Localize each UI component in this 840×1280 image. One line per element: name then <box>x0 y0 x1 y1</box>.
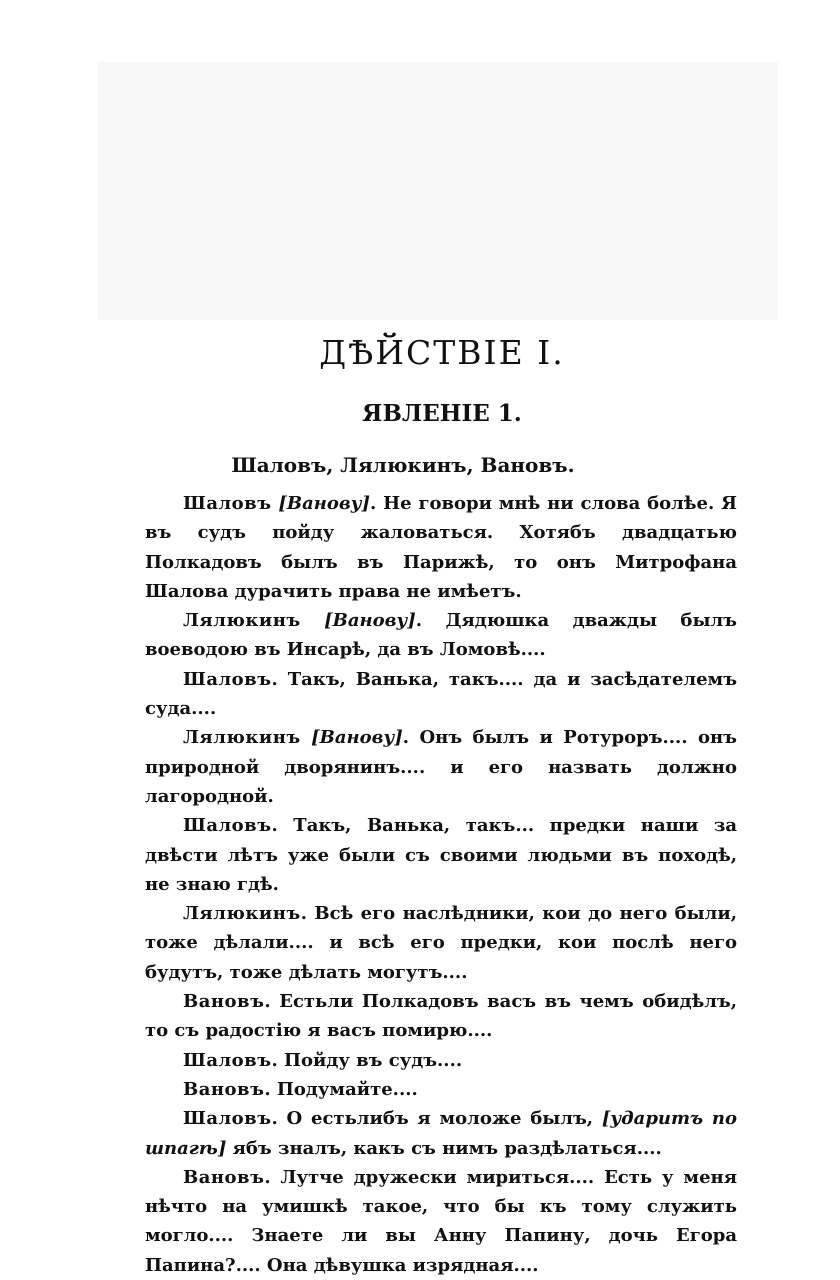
speech-text: . Лутче дружески мириться.... Есть у меня нѣчто на умишкѣ такое, что бы къ тому служить могло.... Знаете ли вы Анну Папину, дочь Егора Папина?.... Она дѣвушка изрядная.... <box>145 1166 737 1276</box>
speech-paragraph <box>145 1163 737 1280</box>
scene-title: ЯВЛЕНIЕ 1. <box>362 400 522 427</box>
dialogue-body <box>145 489 737 1280</box>
speaker-name: Вановъ <box>183 1166 265 1188</box>
speaker-name: Шаловъ <box>183 815 272 837</box>
page-top-shading <box>98 62 778 320</box>
speech-text: . Пойду въ судъ.... <box>271 1049 463 1071</box>
speech-paragraph <box>145 1046 737 1075</box>
speaker-name: Вановъ <box>183 991 265 1013</box>
speaker-name: Лялюкинъ <box>183 903 301 925</box>
speaker-name: Вановъ <box>183 1078 265 1100</box>
speech-text: . Всѣ его наслѣдники, кои до него были, тоже дѣлали.... и всѣ его предки, кои послѣ него будутъ, тоже дѣлать могутъ.... <box>145 903 737 983</box>
stage-direction: [ударитъ по шпагѣ] <box>145 1108 737 1159</box>
speech-paragraph <box>145 899 737 987</box>
speech-paragraph <box>145 723 737 811</box>
stage-direction: [Ванову] <box>311 727 403 749</box>
speech-text: . Онъ былъ и Ротуроръ.... онъ природной дворянинъ.... и его назвать должно лагородной. <box>145 727 737 807</box>
speech-paragraph <box>145 489 737 606</box>
stage-direction: [Ванову] <box>278 493 370 514</box>
speaker-name: Лялюкинъ <box>183 610 301 632</box>
speech-paragraph <box>145 606 737 665</box>
speech-text: . Дядюшка дважды былъ воеводою въ Инсарѣ, да въ Ломовѣ.... <box>145 610 737 661</box>
speech-text: . Такъ, Ванька, такъ.... да и засѣдателемъ суда.... <box>145 668 737 720</box>
speech-text: . О естьлибъ я моложе былъ, <box>271 1108 602 1130</box>
speech-text: . Не говори мнѣ ни слова болѣе. Я въ судъ пойду жаловаться. Хотябъ двадцатью Полкадовъ былъ въ Парижѣ, то онъ Митрофана Шалова дурачить права не имѣетъ. <box>145 493 737 602</box>
speech-paragraph <box>145 811 737 899</box>
speech-text: ябъ зналъ, какъ съ нимъ раздѣлаться.... <box>226 1137 662 1159</box>
cast-list: Шаловъ, Лялюкинъ, Вановъ. <box>231 453 575 477</box>
speech-paragraph <box>145 665 737 724</box>
speaker-name: Шаловъ <box>183 668 272 690</box>
speech-paragraph <box>145 1104 737 1163</box>
speech-paragraph <box>145 1075 737 1104</box>
speaker-name: Шаловъ <box>183 1108 272 1130</box>
speech-paragraph <box>145 987 737 1046</box>
speech-text: . Такъ, Ванька, такъ... предки наши за двѣсти лѣтъ уже были съ своими людьми въ походѣ, не знаю гдѣ. <box>145 815 737 895</box>
speaker-name: Шаловъ <box>183 1049 272 1071</box>
speech-text: . Естьли Полкадовъ васъ въ чемъ обидѣлъ, то съ радостiю я васъ помирю.... <box>145 991 737 1042</box>
speech-text: . Подумайте.... <box>264 1078 418 1100</box>
speaker-name: Лялюкинъ <box>183 727 301 749</box>
stage-direction: [Ванову] <box>324 610 416 632</box>
speaker-name: Шаловъ <box>183 493 272 514</box>
act-title: ДѢЙСТВIЕ I. <box>319 333 565 372</box>
